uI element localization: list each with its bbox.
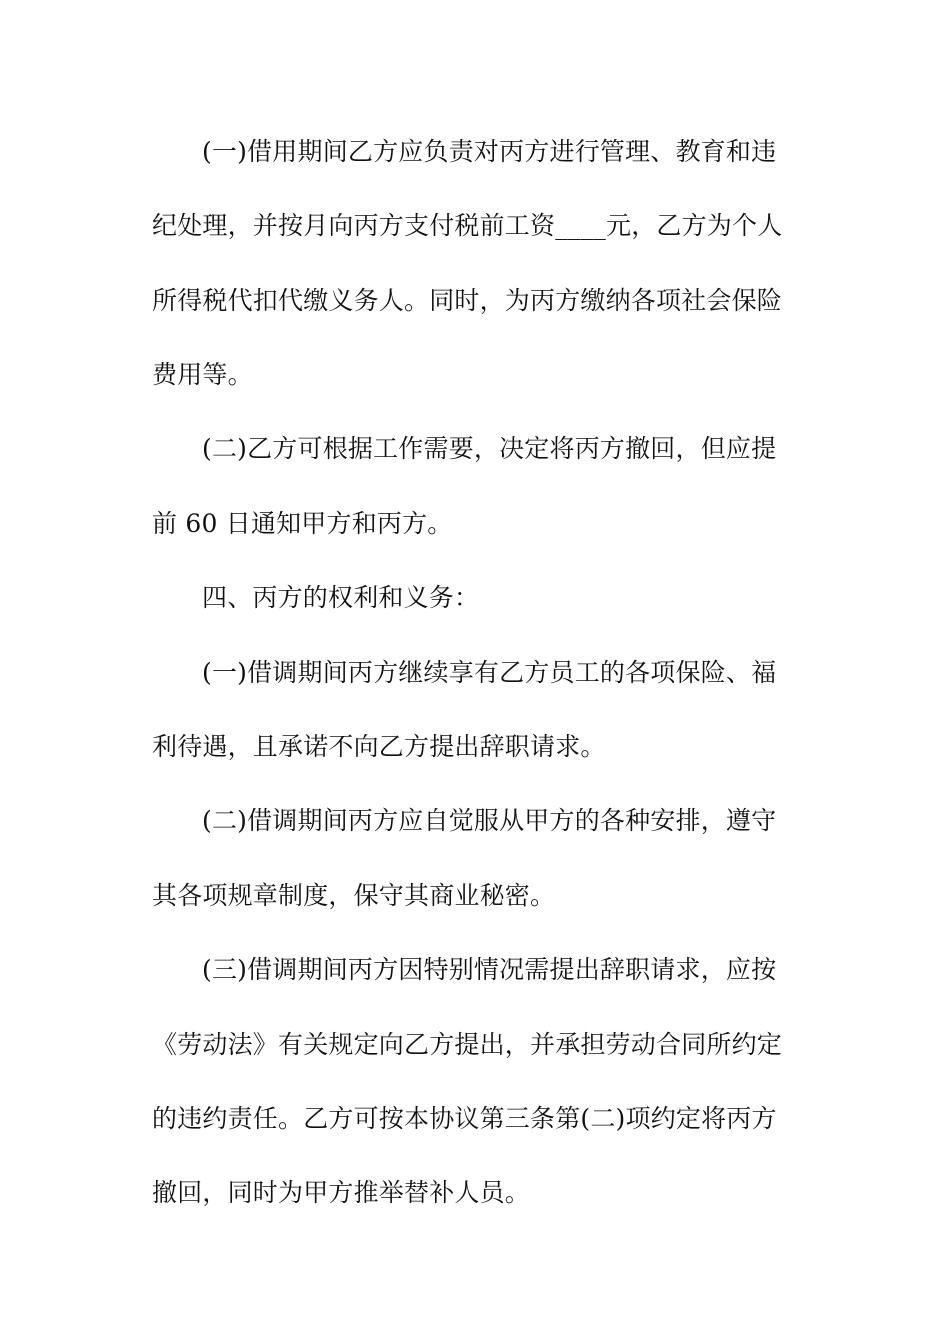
text-line-5: (二)乙方可根据工作需要，决定将丙方撤回，但应提 [202,434,777,463]
text-line-11: 其各项规章制度，保守其商业秘密。 [152,881,556,910]
text-line-13: 《劳动法》有关规定向乙方提出，并承担劳动合同所约定 [152,1030,783,1059]
text-line-15: 撤回，同时为甲方推举替补人员。 [152,1178,531,1207]
text-line-12: (三)借调期间丙方因特别情况需提出辞职请求，应按 [202,955,777,984]
text-line-14: 的违约责任。乙方可按本协议第三条第(二)项约定将丙方 [152,1104,777,1133]
text-line-2: 纪处理，并按月向丙方支付税前工资____元，乙方为个人 [152,211,783,240]
text-line-4: 费用等。 [152,360,253,389]
text-line-10: (二)借调期间丙方应自觉服从甲方的各种安排，遵守 [202,806,777,835]
section-heading: 四、丙方的权利和义务： [202,583,480,612]
text-line-1: (一)借用期间乙方应负责对丙方进行管理、教育和违 [202,137,777,166]
text-line-9: 利待遇，且承诺不向乙方提出辞职请求。 [152,732,606,761]
text-line-8: (一)借调期间丙方继续享有乙方员工的各项保险、福 [202,658,777,687]
text-line-6: 前 60 日通知甲方和丙方。 [152,509,453,538]
text-line-3: 所得税代扣代缴义务人。同时，为丙方缴纳各项社会保险 [152,286,783,315]
